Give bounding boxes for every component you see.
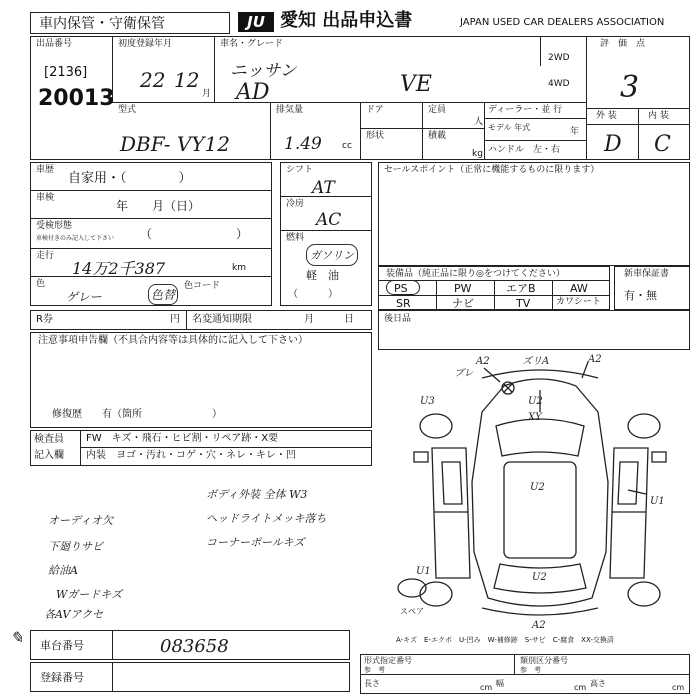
mark-front-zuri: ズリA <box>522 356 550 367</box>
inspector-label: 検査員 <box>34 434 64 445</box>
notes-label: 注意事項申告欄（不具合内容等は具体的に記入して下さい） <box>38 335 308 346</box>
receive-value: （ ） <box>140 227 249 241</box>
ps-circle <box>386 280 420 295</box>
fuel-label: 燃料 <box>286 233 305 243</box>
receive-note: 車検付きのみ記入して下さい <box>36 235 115 242</box>
history-label: 車歴 <box>36 165 55 175</box>
model-year-label: モデル 年式 <box>488 123 531 132</box>
load-label: 積載 <box>428 131 447 141</box>
name-grade-label: 車名・グレード <box>220 39 284 49</box>
interior-grade: C <box>654 132 671 157</box>
note-headlight: ヘッドライトメッキ落ち <box>206 512 327 525</box>
disp-unit: cc <box>342 141 352 151</box>
entry-label: 記入欄 <box>34 450 64 461</box>
mark-bure: ブレ <box>454 368 474 379</box>
mileage-label: 走行 <box>36 251 55 261</box>
load-unit: kg <box>472 149 483 159</box>
category-number-label: 類別区分番号 <box>520 656 568 665</box>
repair-history: 修復歴 有（箇所 ） <box>52 409 222 420</box>
ref-label-2: 参 考 <box>520 666 541 674</box>
mark-front-right-a2: A2 <box>588 354 602 365</box>
mark-rear-a2: A2 <box>532 620 546 630</box>
fuel-value: ガソリン <box>306 244 358 266</box>
equip-aw: AW <box>570 282 588 295</box>
note-wguard: Wガードキズ <box>56 588 123 601</box>
rating-label: 評 価 点 <box>600 39 646 49</box>
warranty-value: 有・無 <box>624 289 657 302</box>
drive-2wd: 2WD <box>548 53 570 63</box>
recycle-label: R券 <box>36 314 53 325</box>
mileage-unit: km <box>232 263 246 273</box>
equipment-label: 装備品（純正品に限り◎をつけてください） <box>386 269 565 279</box>
ac-label: 冷房 <box>286 199 305 209</box>
color-change: 色替 <box>148 284 178 305</box>
grade-name: VE <box>400 72 432 97</box>
interior-line: 内装 ヨゴ・汚れ・コゲ・穴・ネレ・キレ・凹 <box>86 450 296 461</box>
note-body-w3: ボディ外装 全体 W3 <box>206 488 308 501</box>
door-label: ドア <box>366 105 384 115</box>
fuel-option: 軽 油 <box>306 269 339 282</box>
chassis-value: 083658 <box>160 636 229 657</box>
ref-label-1: 参 考 <box>364 666 385 674</box>
mark-right-u1: U1 <box>650 496 665 507</box>
mark-front-left-a2: A2 <box>476 356 490 367</box>
disp-label: 排気量 <box>276 105 304 115</box>
equip-sr: SR <box>396 297 411 310</box>
equip-leather: カワシート <box>556 297 602 307</box>
history-value: 自家用・（ ） <box>68 171 192 186</box>
note-undercarriage: 下廻りサビ <box>48 540 103 553</box>
equip-pw: PW <box>454 282 472 295</box>
damage-legend: A-キズ E-エクボ U-凹み W-補修跡 S-サビ C-腐食 XX-交換済 <box>396 636 614 644</box>
recycle-unit: 円 <box>170 314 180 325</box>
deadline-label: 名変通知期限 <box>192 314 252 325</box>
lot-number: 20013 <box>38 86 115 111</box>
type-label: 型式 <box>118 105 137 115</box>
length-label: 長さ <box>364 679 380 688</box>
mark-windshield-xy: XY <box>528 412 542 423</box>
model-name: AD <box>236 80 270 105</box>
rating-value: 3 <box>620 70 640 105</box>
form-title: 愛知 出品申込書 <box>280 10 413 31</box>
deadline-value: 月 日 <box>304 314 354 325</box>
width-unit: cm <box>574 683 587 692</box>
shape-label: 形状 <box>366 131 385 141</box>
type-value: DBF- VY12 <box>120 132 230 156</box>
shift-value: AT <box>312 178 335 198</box>
mark-roof-u2: U2 <box>530 482 545 493</box>
note-corner-pole: コーナーポールキズ <box>206 536 305 549</box>
color-value: ゲレー <box>66 290 102 304</box>
length-unit: cm <box>480 683 493 692</box>
height-unit: cm <box>672 683 685 692</box>
association-name: JAPAN USED CAR DEALERS ASSOCIATION <box>460 17 665 28</box>
month-suffix: 月 <box>202 89 212 99</box>
mark-rear-u2: U2 <box>532 572 547 583</box>
storage-note-box <box>30 12 230 34</box>
dealer-label: ディーラー・並 行 <box>488 105 563 115</box>
post-items-label: 後日品 <box>384 314 412 324</box>
color-code-label: 色コード <box>184 281 221 291</box>
sales-point-label: セールスポイント（正常に機能するものに限ります） <box>384 165 600 175</box>
note-audio: オーディオ欠 <box>48 514 114 527</box>
equip-airbag: エアB <box>506 282 536 295</box>
seats-unit: 人 <box>474 117 484 127</box>
equip-navi: ナビ <box>452 297 474 310</box>
shift-label: シフト <box>286 165 314 175</box>
fuel-paren: （ ） <box>288 289 338 300</box>
sales-point-box <box>378 162 690 266</box>
note-each-av: 各AVアクセ <box>44 608 104 621</box>
height-label: 高さ <box>590 679 606 688</box>
mark-rear-left-u1: U1 <box>416 566 431 577</box>
mark-left-u3: U3 <box>420 396 435 407</box>
equip-tv: TV <box>516 297 531 310</box>
ac-value: AC <box>316 210 342 230</box>
first-reg-year: 22 <box>140 68 166 92</box>
exterior-label: 外 装 <box>596 111 617 121</box>
note-fuel: 給油A <box>48 564 78 577</box>
handle-label: ハンドル 左・右 <box>488 145 561 155</box>
mileage-value: 14万2千387 <box>72 259 166 278</box>
lot-label: 出品番号 <box>36 39 73 49</box>
first-reg-month: 12 <box>174 68 200 92</box>
fw-line: FW キズ・飛石・ヒビ割・リペア跡・X要 <box>86 433 279 444</box>
interior-label: 内 装 <box>648 111 669 121</box>
plate-label: 登録番号 <box>40 671 84 684</box>
receive-label: 受検形態 <box>36 221 73 231</box>
inspection-label: 車検 <box>36 193 55 203</box>
maker-name: ニッサン <box>230 61 297 81</box>
mark-hood-u2: U2 <box>528 396 543 407</box>
width-label: 幅 <box>496 679 504 688</box>
pen-squiggle: ✎ <box>10 628 24 647</box>
storage-note: 車内保管・守衛保管 <box>39 16 165 32</box>
car-damage-diagram <box>392 352 690 630</box>
exterior-grade: D <box>604 132 622 157</box>
drive-4wd: 4WD <box>548 79 570 89</box>
color-label: 色 <box>36 279 46 289</box>
post-items-box <box>378 310 690 350</box>
lot-bracket: [2136] <box>44 65 88 80</box>
form-number-label: 形式指定番号 <box>364 656 412 665</box>
warranty-label: 新車保証書 <box>624 269 670 279</box>
disp-value: 1.49 <box>284 134 322 154</box>
seats-label: 定員 <box>428 105 447 115</box>
ju-logo: JU <box>238 12 274 32</box>
chassis-label: 車台番号 <box>40 639 84 652</box>
equip-ps: PS <box>394 282 408 295</box>
inspection-value: 年 月（日） <box>116 199 201 213</box>
model-year-unit: 年 <box>570 127 580 137</box>
first-reg-label: 初度登録年月 <box>118 39 173 49</box>
spare-label: スペア <box>400 607 424 616</box>
